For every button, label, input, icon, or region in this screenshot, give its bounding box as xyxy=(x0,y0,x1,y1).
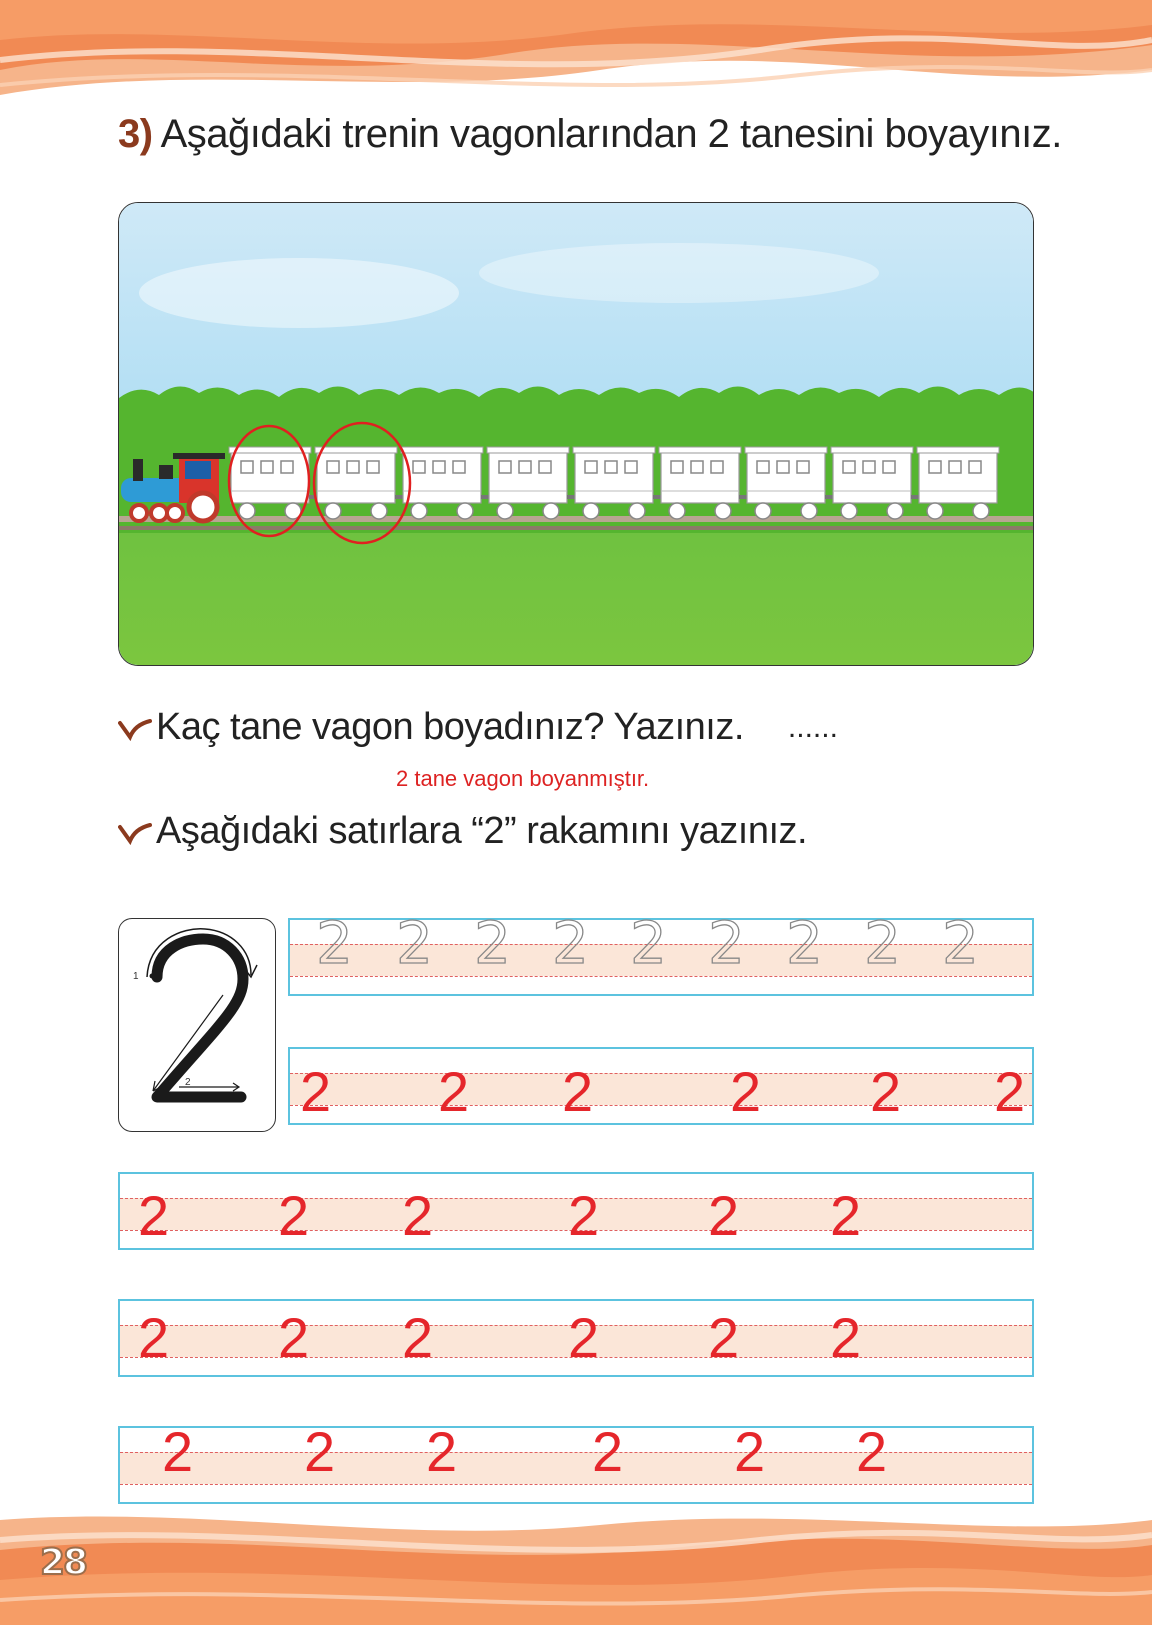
written-digit: 2 xyxy=(138,1184,170,1247)
written-digit: 2 xyxy=(730,1060,762,1123)
task-1-answer: 2 tane vagon boyanmıştır. xyxy=(396,766,650,791)
written-digit: 2 xyxy=(830,1184,862,1247)
traced-digit: 2 xyxy=(942,909,979,977)
answer-blank[interactable]: ...... xyxy=(787,710,838,744)
digit-two-stroke-guide xyxy=(119,919,275,1131)
written-digit: 2 xyxy=(708,1306,740,1369)
checkmark-icon xyxy=(118,817,152,847)
task-2-text: Aşağıdaki satırlara “2” rakamını yazınız. xyxy=(156,810,808,852)
traced-digit: 2 xyxy=(552,909,589,977)
written-digit: 2 xyxy=(138,1306,170,1369)
top-decorative-band xyxy=(0,0,1152,110)
bottom-decorative-band xyxy=(0,1500,1152,1625)
written-digit: 2 xyxy=(568,1184,600,1247)
written-digit: 2 xyxy=(568,1306,600,1369)
written-digit: 2 xyxy=(708,1184,740,1247)
page-number: 28 xyxy=(40,1542,87,1583)
written-digit: 2 xyxy=(734,1420,766,1483)
traced-digit: 2 xyxy=(474,909,511,977)
written-digit: 2 xyxy=(304,1420,336,1483)
question-title xyxy=(118,112,1062,157)
writing-line-2[interactable] xyxy=(288,1047,1034,1125)
traced-digit: 2 xyxy=(396,909,433,977)
written-digit: 2 xyxy=(402,1306,434,1369)
checkmark-icon xyxy=(118,713,152,743)
written-digit: 2 xyxy=(438,1060,470,1123)
written-digit: 2 xyxy=(278,1184,310,1247)
stroke-2-label: 2 xyxy=(185,1077,191,1088)
written-digit: 2 xyxy=(856,1420,888,1483)
train-scene xyxy=(118,202,1034,666)
written-digit: 2 xyxy=(830,1306,862,1369)
task-2 xyxy=(118,810,807,853)
grass xyxy=(119,533,1034,666)
written-digit: 2 xyxy=(592,1420,624,1483)
question-number: 3) xyxy=(118,112,153,156)
written-digit: 2 xyxy=(994,1060,1026,1123)
traced-digit: 2 xyxy=(708,909,745,977)
traced-digit: 2 xyxy=(316,909,353,977)
question-text: Aşağıdaki trenin vagonlarından 2 tanesini boyayınız. xyxy=(160,112,1062,156)
task-1-text: Kaç tane vagon boyadınız? Yazınız. xyxy=(156,706,744,748)
task-1 xyxy=(118,706,838,749)
written-digit: 2 xyxy=(300,1060,332,1123)
traced-digit: 2 xyxy=(786,909,823,977)
written-digit: 2 xyxy=(402,1184,434,1247)
train-illustration xyxy=(119,203,1034,666)
stroke-1-label: 1 xyxy=(133,971,139,982)
model-digit-box xyxy=(118,918,276,1132)
writing-line-5[interactable] xyxy=(118,1420,1034,1504)
traced-digit: 2 xyxy=(630,909,667,977)
written-digit: 2 xyxy=(162,1420,194,1483)
written-digit: 2 xyxy=(278,1306,310,1369)
written-digit: 2 xyxy=(426,1420,458,1483)
traced-digit: 2 xyxy=(864,909,901,977)
written-digit: 2 xyxy=(870,1060,902,1123)
written-digit: 2 xyxy=(562,1060,594,1123)
